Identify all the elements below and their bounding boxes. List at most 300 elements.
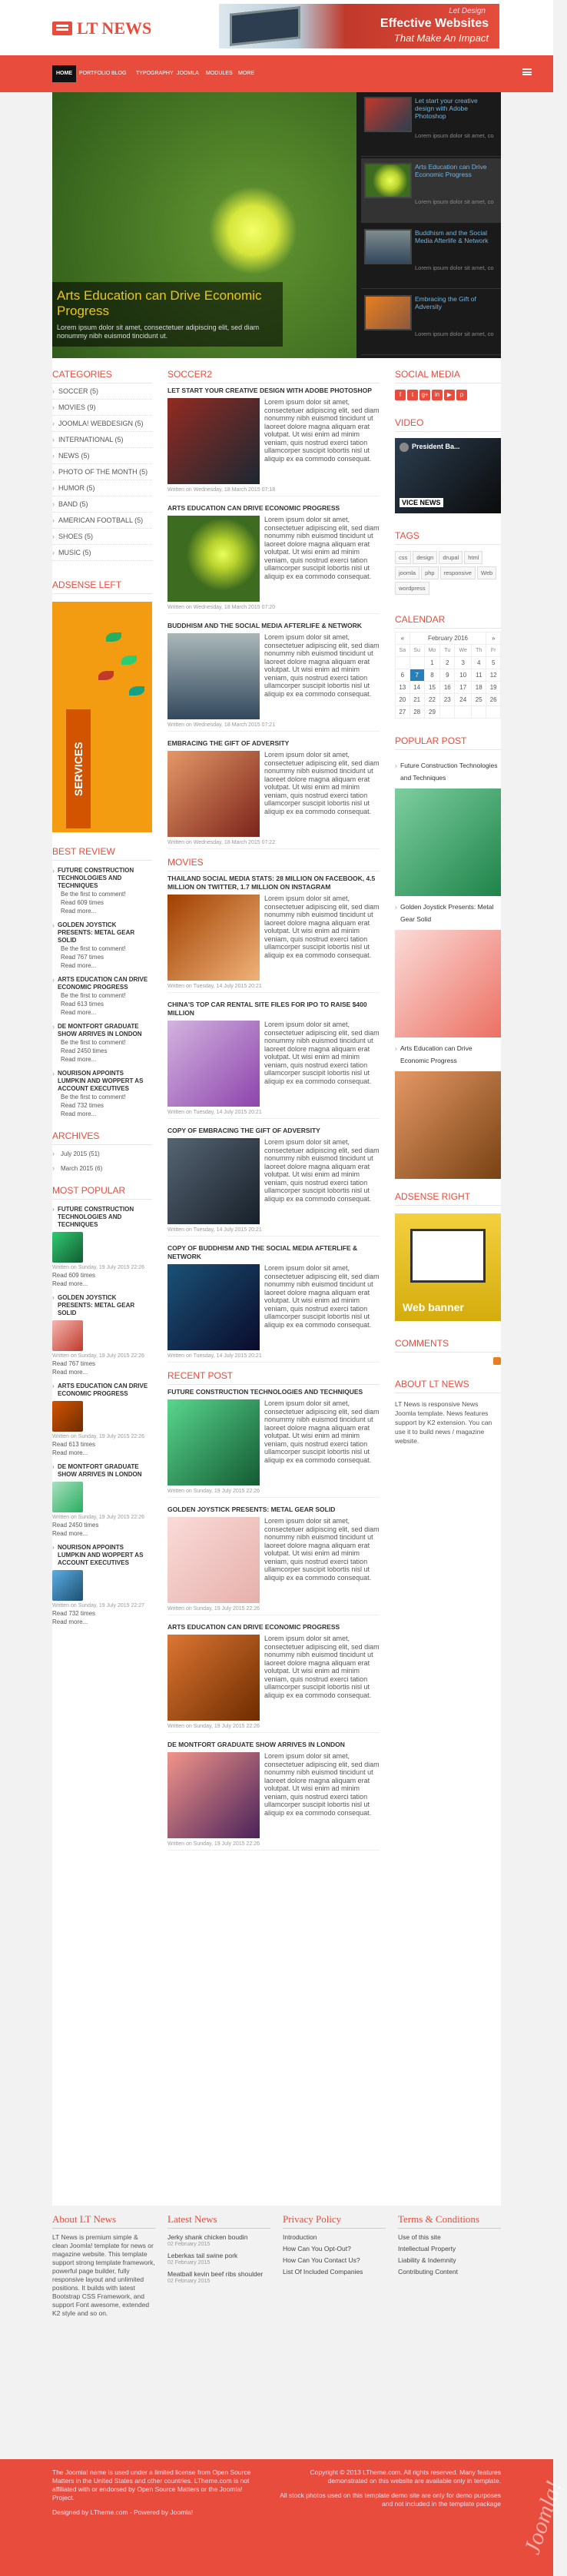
- categories-title: CATEGORIES: [52, 369, 152, 383]
- most-popular-item: [52, 1206, 152, 1288]
- calendar-day[interactable]: 29: [424, 706, 440, 719]
- review-hits: Read 613 times: [61, 1001, 104, 1007]
- popular-date: Written on Sunday, 19 July 2015 22:26: [52, 1265, 144, 1270]
- archive-item[interactable]: [52, 1164, 152, 1173]
- footer-about-title: About LT News: [52, 2213, 155, 2229]
- calendar-day: [396, 657, 410, 669]
- main-container: [52, 92, 501, 2206]
- thumb-image: [364, 295, 412, 330]
- read-more-link[interactable]: Read more...: [52, 1449, 88, 1456]
- footer-terms-title: Terms & Conditions: [398, 2213, 501, 2229]
- video-player[interactable]: [395, 438, 501, 513]
- article-image[interactable]: [167, 398, 260, 484]
- calendar-day[interactable]: 12: [486, 669, 501, 682]
- calendar-day[interactable]: 8: [424, 669, 440, 682]
- tag[interactable]: design: [413, 551, 437, 564]
- thumb-sub: Lorem ipsum dolor sit amet, co: [415, 198, 494, 205]
- adsense-left-banner[interactable]: [52, 602, 152, 832]
- popular-thumb[interactable]: [52, 1401, 83, 1432]
- site-logo[interactable]: [52, 18, 151, 38]
- article-body: Lorem ipsum dolor sit amet, consectetuer adipiscing elit, sed diam nonummy nibh euismod tincidunt ut laoreet dolore magna aliquam erat volutpat. Ut wisi enim ad minim veniam, quis nostrud exerci tation ullamcorper suscipit lobortis nisl ut aliquip ex ea commodo consequat.: [264, 895, 380, 959]
- article-image[interactable]: [167, 1752, 260, 1838]
- category-item[interactable]: › AMERICAN FOOTBALL (5): [52, 513, 152, 529]
- article-body: Lorem ipsum dolor sit amet, consectetuer adipiscing elit, sed diam nonummy nibh euismod tincidunt ut laoreet dolore magna aliquam erat volutpat. Ut wisi enim ad minim veniam, quis nostrud exerci tation ullamcorper suscipit lobortis nisl ut aliquip ex ea commodo consequat.: [264, 1021, 380, 1085]
- thumb-image: [364, 229, 412, 264]
- article-image[interactable]: [167, 895, 260, 981]
- license-block: [52, 2468, 260, 2517]
- news-date: 02 February 2015: [167, 2279, 211, 2284]
- article: [167, 1741, 380, 1851]
- article-body: Lorem ipsum dolor sit amet, consectetuer adipiscing elit, sed diam nonummy nibh euismod tincidunt ut laoreet dolore magna aliquam erat volutpat. Ut wisi enim ad minim veniam, quis nostrud exerci tation ullamcorper suscipit lobortis nisl ut aliquip ex ea commodo consequat.: [264, 1635, 380, 1699]
- news-date: 02 February 2015: [167, 2242, 211, 2247]
- article: [167, 1623, 380, 1733]
- calendar-weekday: Su: [410, 645, 424, 657]
- best-review-item: [52, 1023, 152, 1064]
- article: [167, 875, 380, 993]
- popular-date: Written on Sunday, 19 July 2015 22:26: [52, 1434, 144, 1439]
- calendar-day[interactable]: 27: [396, 706, 410, 719]
- footer-privacy: [283, 2213, 386, 2276]
- article-date: Written on Sunday, 19 July 2015 22:26: [167, 1606, 260, 1612]
- read-more-link[interactable]: Read more...: [52, 1530, 88, 1537]
- popular-post-image[interactable]: [395, 1071, 501, 1179]
- popular-post-image[interactable]: [395, 788, 501, 896]
- tag[interactable]: responsive: [440, 566, 476, 579]
- slider-caption-title[interactable]: Arts Education can Drive Economic Progress: [57, 288, 262, 318]
- nav-blog[interactable]: BLOG: [111, 71, 127, 76]
- joomla-watermark: Joomla!: [519, 2478, 567, 2558]
- review-hits: Read 767 times: [61, 954, 104, 961]
- footer-latest-news: [167, 2213, 270, 2289]
- popular-hits: Read 609 times: [52, 1272, 96, 1279]
- article-body: Lorem ipsum dolor sit amet, consectetuer adipiscing elit, sed diam nonummy nibh euismod tincidunt ut laoreet dolore magna aliquam erat volutpat. Ut wisi enim ad minim veniam, quis nostrud exerci tation ullamcorper suscipit lobortis nisl ut aliquip ex ea commodo consequat.: [264, 1752, 380, 1817]
- comments-title: COMMENTS: [395, 1338, 501, 1353]
- nav-more[interactable]: MORE: [238, 71, 254, 76]
- article-title[interactable]: LET START YOUR CREATIVE DESIGN WITH ADOBE PHOTOSHOP: [167, 387, 372, 394]
- article-image[interactable]: [167, 1264, 260, 1350]
- category-item[interactable]: › SOCCER (5): [52, 383, 152, 400]
- review-title[interactable]: › FUTURE CONSTRUCTION TECHNOLOGIES AND TECHNIQUES: [58, 867, 134, 889]
- article-title[interactable]: COPY OF EMBRACING THE GIFT OF ADVERSITY: [167, 1127, 320, 1134]
- calendar-day[interactable]: 20: [396, 694, 410, 706]
- movies-section-title: MOVIES: [167, 857, 380, 871]
- recent-post-title: RECENT POST: [167, 1370, 380, 1385]
- article: [167, 1127, 380, 1237]
- privacy-link[interactable]: How Can You Contact Us?: [283, 2256, 360, 2264]
- review-title[interactable]: › GOLDEN JOYSTICK PRESENTS: METAL GEAR SOLID: [58, 921, 135, 944]
- review-comment[interactable]: Be the first to comment!: [61, 1094, 126, 1100]
- calendar-day: [472, 706, 486, 719]
- article-image[interactable]: [167, 1021, 260, 1107]
- article-title[interactable]: ARTS EDUCATION CAN DRIVE ECONOMIC PROGRESS: [167, 1623, 340, 1631]
- news-link[interactable]: Jerky shank chicken boudin: [167, 2233, 248, 2241]
- tag[interactable]: Web: [477, 566, 496, 579]
- article-image[interactable]: [167, 1399, 260, 1486]
- privacy-link[interactable]: How Can You Opt-Out?: [283, 2245, 351, 2252]
- article-title[interactable]: BUDDHISM AND THE SOCIAL MEDIA AFTERLIFE & NETWORK: [167, 622, 362, 629]
- hamburger-menu-icon[interactable]: [522, 68, 532, 75]
- popular-post-image[interactable]: [395, 930, 501, 1037]
- article-date: Written on Tuesday, 14 July 2015 20:21: [167, 1227, 262, 1233]
- review-title[interactable]: › DE MONTFORT GRADUATE SHOW ARRIVES IN LONDON: [58, 1023, 142, 1037]
- copyright-text: Copyright © 2013 LTheme.com. All rights reserved. Many features demonstrated on this website are available only in template.: [310, 2468, 501, 2485]
- article-image[interactable]: [167, 1635, 260, 1721]
- leaf-icon: [121, 656, 137, 665]
- article-date: Written on Tuesday, 14 July 2015 20:21: [167, 984, 262, 989]
- youtube-icon[interactable]: ▶: [444, 390, 455, 400]
- popular-thumb[interactable]: [52, 1482, 83, 1512]
- site-header: [0, 0, 553, 55]
- privacy-link[interactable]: List Of Included Companies: [283, 2268, 363, 2276]
- popular-post-link[interactable]: › Future Construction Technologies and Techniques: [395, 759, 501, 784]
- article-body: Lorem ipsum dolor sit amet, consectetuer adipiscing elit, sed diam nonummy nibh euismod tincidunt ut laoreet dolore magna aliquam erat volutpat. Ut wisi enim ad minim veniam, quis nostrud exerci tation ullamcorper suscipit lobortis nisl ut aliquip ex ea commodo consequat.: [264, 1264, 380, 1329]
- category-item[interactable]: › MUSIC (5): [52, 545, 152, 561]
- terms-link[interactable]: Liability & Indemnity: [398, 2256, 456, 2264]
- popular-thumb[interactable]: [52, 1570, 83, 1601]
- logo-icon: [52, 22, 72, 35]
- article: [167, 387, 380, 496]
- category-item[interactable]: › MOVIES (9): [52, 400, 152, 416]
- leaf-icon: [98, 671, 114, 680]
- read-more-link[interactable]: Read more...: [61, 908, 97, 915]
- tag[interactable]: wordpress: [395, 582, 429, 595]
- nav-modules[interactable]: MODULES: [206, 71, 233, 76]
- slider-hero-image[interactable]: [52, 92, 356, 358]
- article-image[interactable]: [167, 516, 260, 602]
- twitter-icon[interactable]: t: [407, 390, 418, 400]
- calendar-day[interactable]: 24: [455, 694, 472, 706]
- category-item[interactable]: › JOOMLA! WEBDESIGN (5): [52, 416, 152, 432]
- video-title: VIDEO: [395, 417, 501, 432]
- ad-line-3: That Make An Impact: [393, 32, 489, 44]
- most-popular-item: [52, 1463, 152, 1538]
- most-popular-title: MOST POPULAR: [52, 1185, 152, 1200]
- slider-thumb[interactable]: [361, 92, 501, 157]
- read-more-link[interactable]: Read more...: [52, 1618, 88, 1625]
- article: [167, 739, 380, 849]
- category-list: [52, 383, 152, 561]
- calendar-day[interactable]: 7: [410, 669, 424, 682]
- review-hits: Read 2450 times: [61, 1047, 108, 1054]
- archives-title: ARCHIVES: [52, 1130, 152, 1145]
- calendar-day[interactable]: 19: [486, 682, 501, 694]
- calendar-day[interactable]: 11: [472, 669, 486, 682]
- read-more-link[interactable]: Read more...: [61, 962, 97, 969]
- archive-label[interactable]: › March 2015 (6): [61, 1165, 103, 1172]
- best-review-item: [52, 976, 152, 1017]
- popular-date: Written on Sunday, 19 July 2015 22:26: [52, 1515, 144, 1520]
- popular-hits: Read 767 times: [52, 1360, 96, 1367]
- left-sidebar: [52, 369, 152, 1632]
- license-text: The Joomla! name is used under a limited license from Open Source Matters in the United States and other countries. LTheme.com is not affiliated with or endorsed by Open Source Matters or the Joomla! Project.: [52, 2468, 251, 2501]
- article-image[interactable]: [167, 751, 260, 837]
- web-banner-label: Web banner: [403, 1301, 464, 1313]
- article-title[interactable]: CHINA'S TOP CAR RENTAL SITE FILES FOR IPO TO RAISE $400 MILLION: [167, 1001, 367, 1017]
- video-logo: VICE NEWS: [400, 498, 443, 507]
- tag[interactable]: css: [395, 551, 411, 564]
- thumb-image: [364, 97, 412, 132]
- article-title[interactable]: GOLDEN JOYSTICK PRESENTS: METAL GEAR SOLID: [167, 1505, 336, 1513]
- pinterest-icon[interactable]: p: [456, 390, 467, 400]
- slider-thumb-active[interactable]: [361, 158, 501, 223]
- article: [167, 1505, 380, 1615]
- video-label: President Ba...: [412, 443, 460, 450]
- site-name: LT NEWS: [77, 18, 152, 38]
- rss-icon[interactable]: [395, 1357, 501, 1366]
- thumb-title: Buddhism and the Social Media Afterlife & Network: [415, 229, 489, 244]
- footer-terms: [398, 2213, 501, 2276]
- article: [167, 1001, 380, 1119]
- thumb-sub: Lorem ipsum dolor sit amet, co: [415, 330, 494, 337]
- leaf-icon: [106, 632, 121, 642]
- calendar-day[interactable]: 9: [440, 669, 455, 682]
- review-comment[interactable]: Be the first to comment!: [61, 992, 126, 999]
- category-item[interactable]: › BAND (5): [52, 496, 152, 513]
- category-item[interactable]: › PHOTO OF THE MONTH (5): [52, 464, 152, 480]
- popular-title[interactable]: › DE MONTFORT GRADUATE SHOW ARRIVES IN LONDON: [52, 1463, 152, 1479]
- article: [167, 504, 380, 614]
- terms-link[interactable]: Contributing Content: [398, 2268, 458, 2276]
- center-column: [167, 369, 380, 1858]
- article-title[interactable]: ARTS EDUCATION CAN DRIVE ECONOMIC PROGRESS: [167, 504, 340, 512]
- calendar-day[interactable]: 25: [472, 694, 486, 706]
- calendar-day[interactable]: 1: [424, 657, 440, 669]
- calendar-day[interactable]: 10: [455, 669, 472, 682]
- calendar-day[interactable]: 3: [455, 657, 472, 669]
- designed-by[interactable]: Designed by LTheme.com - Powered by Joomla!: [52, 2508, 194, 2516]
- review-title[interactable]: › ARTS EDUCATION CAN DRIVE ECONOMIC PROGRESS: [58, 976, 148, 991]
- article-date: Written on Sunday, 19 July 2015 22:26: [167, 1724, 260, 1729]
- category-item[interactable]: › HUMOR (5): [52, 480, 152, 496]
- calendar-day[interactable]: 14: [410, 682, 424, 694]
- category-item[interactable]: › SHOES (5): [52, 529, 152, 545]
- tag[interactable]: joomla: [395, 566, 419, 579]
- popular-hits: Read 732 times: [52, 1610, 96, 1617]
- article-image[interactable]: [167, 1138, 260, 1224]
- calendar-day[interactable]: 16: [440, 682, 455, 694]
- thumb-title: Embracing the Gift of Adversity: [415, 295, 476, 310]
- most-popular-item: [52, 1294, 152, 1376]
- read-more-link[interactable]: Read more...: [61, 1056, 97, 1063]
- most-popular-item: [52, 1383, 152, 1457]
- article: [167, 1388, 380, 1498]
- ad-line-2: Effective Websites: [380, 17, 489, 30]
- social-icons: [395, 390, 501, 400]
- article: [167, 622, 380, 732]
- nav-typography[interactable]: TYPOGRAPHY: [136, 71, 174, 76]
- news-link[interactable]: Leberkas tail swine pork: [167, 2252, 238, 2259]
- calendar-widget: [395, 632, 501, 719]
- article-date: Written on Tuesday, 14 July 2015 20:21: [167, 1353, 262, 1359]
- popular-post-link[interactable]: › Arts Education can Drive Economic Progress: [395, 1042, 501, 1067]
- article-date: Written on Wednesday, 18 March 2015 07:20: [167, 605, 276, 610]
- tag[interactable]: html: [464, 551, 482, 564]
- calendar-day[interactable]: 2: [440, 657, 455, 669]
- popular-hits: Read 613 times: [52, 1441, 96, 1448]
- calendar-day[interactable]: 17: [455, 682, 472, 694]
- monitor-icon: [230, 6, 300, 46]
- slider-thumb[interactable]: [361, 290, 501, 355]
- header-ad-banner[interactable]: [219, 4, 499, 48]
- copyright-bar: [0, 2459, 567, 2576]
- article-title[interactable]: DE MONTFORT GRADUATE SHOW ARRIVES IN LONDON: [167, 1741, 345, 1748]
- popular-hits: Read 2450 times: [52, 1522, 99, 1529]
- news-date: 02 February 2015: [167, 2260, 211, 2266]
- slider-thumb[interactable]: [361, 224, 501, 289]
- calendar-day: [410, 657, 424, 669]
- category-item[interactable]: › NEWS (5): [52, 448, 152, 464]
- linkedin-icon[interactable]: in: [432, 390, 443, 400]
- best-review-item: [52, 1070, 152, 1118]
- article-body: Lorem ipsum dolor sit amet, consectetuer adipiscing elit, sed diam nonummy nibh euismod tincidunt ut laoreet dolore magna aliquam erat volutpat. Ut wisi enim ad minim veniam, quis nostrud exerci tation ullamcorper suscipit lobortis nisl ut aliquip ex ea commodo consequat.: [264, 1399, 380, 1464]
- calendar-day[interactable]: 22: [424, 694, 440, 706]
- popular-title[interactable]: › ARTS EDUCATION CAN DRIVE ECONOMIC PROGRESS: [52, 1383, 152, 1398]
- archive-label[interactable]: › July 2015 (51): [61, 1150, 100, 1157]
- calendar-day[interactable]: 18: [472, 682, 486, 694]
- slider-caption: [52, 282, 283, 347]
- calendar-day[interactable]: 28: [410, 706, 424, 719]
- article-title[interactable]: EMBRACING THE GIFT OF ADVERSITY: [167, 739, 290, 747]
- calendar-day[interactable]: 15: [424, 682, 440, 694]
- nav-portfolio[interactable]: PORTFOLIO: [79, 71, 111, 76]
- slider-caption-text: Lorem ipsum dolor sit amet, consectetuer adipiscing elit, sed diam nonummy nibh euismod tincidunt ut.: [57, 324, 260, 340]
- footer-privacy-title: Privacy Policy: [283, 2213, 386, 2229]
- calendar-day[interactable]: 13: [396, 682, 410, 694]
- review-hits: Read 732 times: [61, 1102, 104, 1109]
- tags-title: TAGS: [395, 530, 501, 545]
- review-comment[interactable]: Be the first to comment!: [61, 891, 126, 898]
- footer: [52, 2213, 501, 2444]
- article-title[interactable]: FUTURE CONSTRUCTION TECHNOLOGIES AND TECHNIQUES: [167, 1388, 363, 1396]
- best-review-item: [52, 921, 152, 970]
- article-body: Lorem ipsum dolor sit amet, consectetuer adipiscing elit, sed diam nonummy nibh euismod tincidunt ut laoreet dolore magna aliquam erat volutpat. Ut wisi enim ad minim veniam, quis nostrud exerci tation ullamcorper suscipit lobortis nisl ut aliquip ex ea commodo consequat.: [264, 751, 380, 815]
- adsense-right-title: ADSENSE RIGHT: [395, 1191, 501, 1206]
- article-date: Written on Wednesday, 18 March 2015 07:18: [167, 487, 276, 493]
- popular-title[interactable]: › NOURISON APPOINTS LUMPKIN AND WOPPERT AS ACCOUNT EXECUTIVES: [52, 1544, 152, 1567]
- main-nav: [0, 55, 553, 92]
- nav-joomla[interactable]: JOOMLA: [177, 71, 199, 76]
- article-image[interactable]: [167, 1517, 260, 1603]
- article-date: Written on Wednesday, 18 March 2015 07:22: [167, 840, 276, 845]
- adsense-right-banner[interactable]: [395, 1213, 501, 1321]
- popular-date: Written on Sunday, 19 July 2015 22:26: [52, 1353, 144, 1359]
- copyright-block: [277, 2468, 501, 2508]
- calendar-day: [455, 706, 472, 719]
- read-more-link[interactable]: Read more...: [61, 1009, 97, 1016]
- popular-date: Written on Sunday, 19 July 2015 22:27: [52, 1603, 144, 1608]
- privacy-link[interactable]: Introduction: [283, 2233, 317, 2241]
- article-body: Lorem ipsum dolor sit amet, consectetuer adipiscing elit, sed diam nonummy nibh euismod tincidunt ut laoreet dolore magna aliquam erat volutpat. Ut wisi enim ad minim veniam, quis nostrud exerci tation ullamcorper suscipit lobortis nisl ut aliquip ex ea commodo consequat.: [264, 633, 380, 698]
- calendar-weekday: Sa: [396, 645, 410, 657]
- about-widget-text: LT News is responsive News Joomla template. News features support by K2 extension. You can use it to build news / magazine website.: [395, 1400, 492, 1445]
- leaf-icon: [129, 686, 144, 695]
- calendar-month: February 2016: [410, 632, 486, 645]
- calendar-weekday: Mo: [424, 645, 440, 657]
- news-link[interactable]: Meatball kevin beef ribs shoulder: [167, 2270, 264, 2278]
- calendar-day[interactable]: 23: [440, 694, 455, 706]
- article-date: Written on Sunday, 19 July 2015 22:26: [167, 1489, 260, 1494]
- article-body: Lorem ipsum dolor sit amet, consectetuer adipiscing elit, sed diam nonummy nibh euismod tincidunt ut laoreet dolore magna aliquam erat volutpat. Ut wisi enim ad minim veniam, quis nostrud exerci tation ullamcorper suscipit lobortis nisl ut aliquip ex ea commodo consequat.: [264, 1138, 380, 1203]
- review-comment[interactable]: Be the first to comment!: [61, 945, 126, 952]
- footer-news-title: Latest News: [167, 2213, 270, 2229]
- calendar-day: [486, 706, 501, 719]
- best-review-list: [52, 867, 152, 1118]
- article-date: Written on Tuesday, 14 July 2015 20:21: [167, 1110, 262, 1115]
- calendar-day[interactable]: 4: [472, 657, 486, 669]
- calendar-day: [440, 706, 455, 719]
- article-title[interactable]: COPY OF BUDDHISM AND THE SOCIAL MEDIA AFTERLIFE & NETWORK: [167, 1244, 358, 1260]
- soccer-section-title: SOCCER2: [167, 369, 380, 383]
- calendar-day[interactable]: 26: [486, 694, 501, 706]
- article-date: Written on Sunday, 19 July 2015 22:26: [167, 1841, 260, 1847]
- read-more-link[interactable]: Read more...: [52, 1369, 88, 1376]
- calendar-title: CALENDAR: [395, 614, 501, 629]
- featured-slider: [52, 92, 501, 358]
- popular-post-title: POPULAR POST: [395, 735, 501, 750]
- calendar-weekday: Tu: [440, 645, 455, 657]
- popular-thumb[interactable]: [52, 1320, 83, 1351]
- archive-item[interactable]: [52, 1150, 152, 1158]
- google-plus-icon[interactable]: g+: [419, 390, 430, 400]
- ad-line-1: Let Design: [449, 7, 486, 15]
- calendar-day[interactable]: 6: [396, 669, 410, 682]
- best-review-item: [52, 867, 152, 915]
- read-more-link[interactable]: Read more...: [61, 1110, 97, 1117]
- thumb-title: Arts Education can Drive Economic Progress: [415, 163, 487, 178]
- calendar-day[interactable]: 21: [410, 694, 424, 706]
- channel-avatar: [400, 443, 409, 452]
- article-body: Lorem ipsum dolor sit amet, consectetuer adipiscing elit, sed diam nonummy nibh euismod tincidunt ut laoreet dolore magna aliquam erat volutpat. Ut wisi enim ad minim veniam, quis nostrud exerci tation ullamcorper suscipit lobortis nisl ut aliquip ex ea commodo consequat.: [264, 398, 380, 463]
- popular-post-link[interactable]: › Golden Joystick Presents: Metal Gear Solid: [395, 901, 501, 925]
- calendar-weekday: Th: [472, 645, 486, 657]
- nav-home[interactable]: HOME: [52, 65, 76, 82]
- article-title[interactable]: THAILAND SOCIAL MEDIA STATS: 28 MILLION ON FACEBOOK, 4.5 MILLION ON TWITTER, 1.7 MILLION ON INSTAGRAM: [167, 875, 376, 891]
- popular-title[interactable]: › GOLDEN JOYSTICK PRESENTS: METAL GEAR SOLID: [52, 1294, 152, 1317]
- review-hits: Read 609 times: [61, 899, 104, 906]
- article-image[interactable]: [167, 633, 260, 719]
- calendar-day[interactable]: 5: [486, 657, 501, 669]
- tag[interactable]: drupal: [439, 551, 463, 564]
- article: [167, 1244, 380, 1363]
- thumb-sub: Lorem ipsum dolor sit amet, co: [415, 132, 494, 139]
- category-item[interactable]: › INTERNATIONAL (5): [52, 432, 152, 448]
- best-review-title: BEST REVIEW: [52, 846, 152, 861]
- social-media-title: SOCIAL MEDIA: [395, 369, 501, 383]
- calendar-prev[interactable]: «: [396, 632, 410, 645]
- thumb-title: Let start your creative design with Adobe Photoshop: [415, 97, 478, 120]
- facebook-icon[interactable]: f: [395, 390, 406, 400]
- footer-about-text: LT News is premium simple & clean Joomla! template for news or magazine website. This template support strong template framework, powerful page builder, fully responsive layout and unlimited positions. It builds with latest Bootstrap CSS Framework, and support Font awesome, extended K2 style and so on.: [52, 2233, 155, 2317]
- tag[interactable]: php: [421, 566, 439, 579]
- popular-title[interactable]: › FUTURE CONSTRUCTION TECHNOLOGIES AND TECHNIQUES: [52, 1206, 152, 1229]
- read-more-link[interactable]: Read more...: [52, 1280, 88, 1287]
- review-comment[interactable]: Be the first to comment!: [61, 1039, 126, 1046]
- terms-link[interactable]: Use of this site: [398, 2233, 441, 2241]
- terms-link[interactable]: Intellectual Property: [398, 2245, 456, 2252]
- thumb-image: [364, 163, 412, 198]
- article-body: Lorem ipsum dolor sit amet, consectetuer adipiscing elit, sed diam nonummy nibh euismod tincidunt ut laoreet dolore magna aliquam erat volutpat. Ut wisi enim ad minim veniam, quis nostrud exerci tation ullamcorper suscipit lobortis nisl ut aliquip ex ea commodo consequat.: [264, 516, 380, 580]
- thumb-sub: Lorem ipsum dolor sit amet, co: [415, 264, 494, 271]
- ad-services-label: SERVICES: [66, 709, 91, 828]
- review-title[interactable]: › NOURISON APPOINTS LUMPKIN AND WOPPERT AS ACCOUNT EXECUTIVES: [58, 1070, 144, 1092]
- tag-cloud: [395, 551, 501, 597]
- most-popular-item: [52, 1544, 152, 1626]
- most-popular-list: [52, 1206, 152, 1626]
- calendar-next[interactable]: »: [486, 632, 501, 645]
- popular-thumb[interactable]: [52, 1232, 83, 1263]
- monitor-icon: [410, 1229, 486, 1283]
- right-sidebar: [395, 369, 501, 1446]
